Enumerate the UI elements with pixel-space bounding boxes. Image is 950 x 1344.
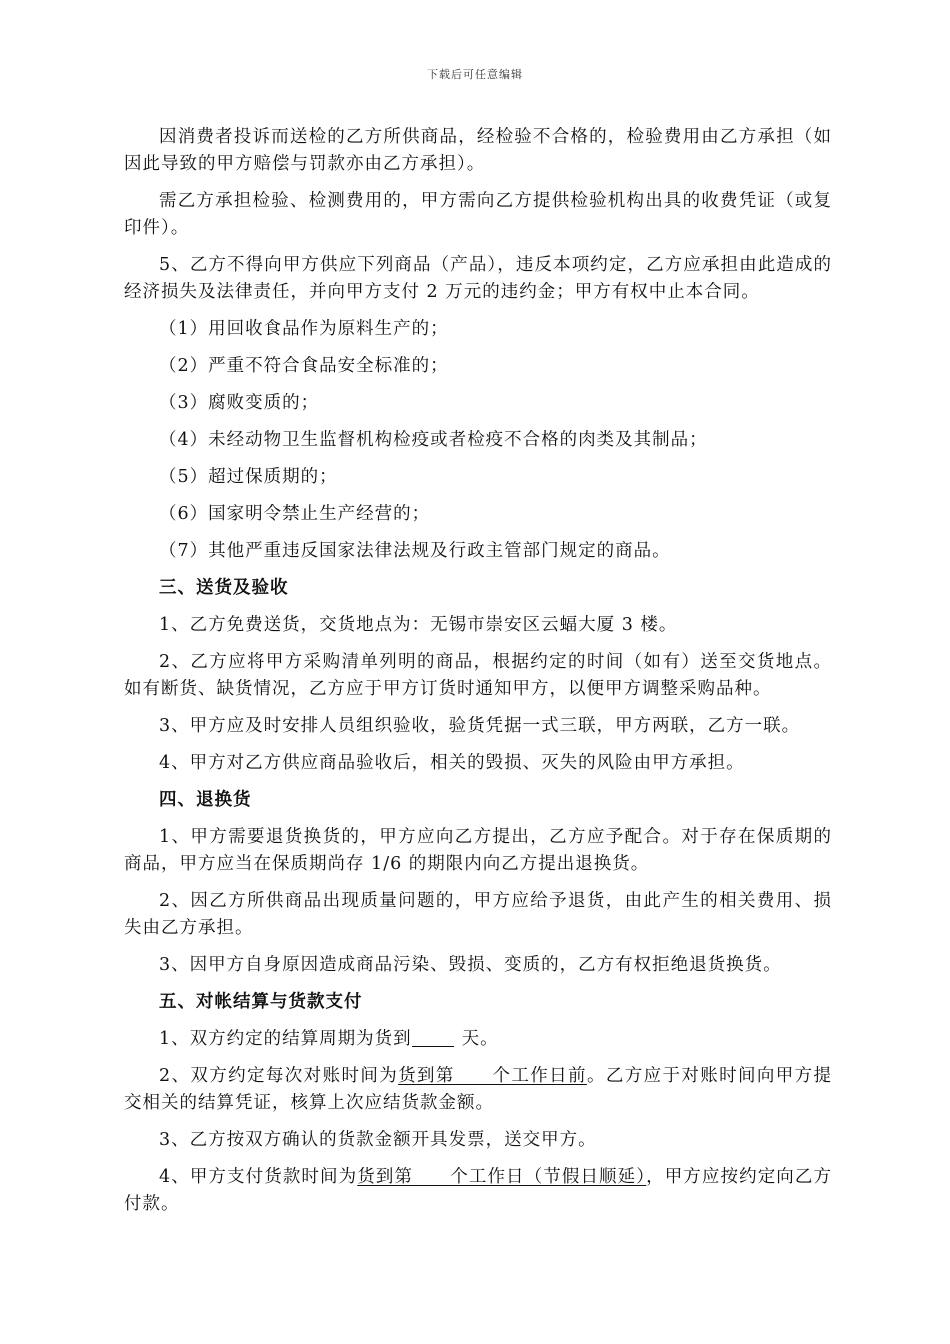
clause-returns-1: 1、甲方需要退货换货的，甲方应向乙方提出，乙方应予配合。对于存在保质期的商品，甲方应当在保质期尚存 1/6 的期限内向乙方提出退换货。 xyxy=(124,827,832,874)
clause-settlement-3: 3、乙方按双方确认的货款金额开具发票，送交甲方。 xyxy=(159,1130,597,1150)
clause-settlement-1 xyxy=(124,1026,832,1053)
clause-returns-2: 2、因乙方所供商品出现质量问题的，甲方应给予退货，由此产生的相关费用、损失由乙方承担。 xyxy=(124,891,832,938)
list-item: （1）用回收食品作为原料生产的； xyxy=(159,319,449,339)
clause-delivery-4: 4、甲方对乙方供应商品验收后，相关的毁损、灭失的风险由甲方承担。 xyxy=(159,753,745,773)
clause-returns-3: 3、因甲方自身原因造成商品污染、毁损、变质的，乙方有权拒绝退货换货。 xyxy=(159,955,782,975)
clause-settlement-2 xyxy=(124,1063,832,1117)
clause-settlement-2-underlined: 货到第 个工作日前 xyxy=(398,1066,587,1086)
clause-settlement-4-suffix: ，甲方应按约定向乙方付款。 xyxy=(124,1167,833,1214)
fill-in-blank xyxy=(412,1028,454,1047)
clause-delivery-1: 1、乙方免费送货，交货地点为：无锡市崇安区云蝠大厦 3 楼。 xyxy=(159,615,678,635)
list-item: （3）腐败变质的； xyxy=(159,393,320,413)
clause-delivery-3: 3、甲方应及时安排人员组织验收，验货凭据一式三联，甲方两联，乙方一联。 xyxy=(159,716,801,736)
section-heading-settlement: 五、对帐结算与货款支付 xyxy=(159,992,363,1012)
document-body xyxy=(124,124,832,1228)
list-item: （6）国家明令禁止生产经营的； xyxy=(159,504,431,524)
list-item: （5）超过保质期的； xyxy=(159,467,338,487)
clause-settlement-1-prefix: 1、双方约定的结算周期为货到 xyxy=(159,1029,412,1049)
paragraph-fee-voucher: 需乙方承担检验、检测费用的，甲方需向乙方提供检验机构出具的收费凭证（或复印件）。 xyxy=(124,191,832,238)
clause-settlement-2-prefix: 2、双方约定每次对账时间为 xyxy=(159,1066,399,1086)
list-item: （7）其他严重违反国家法律法规及行政主管部门规定的商品。 xyxy=(159,541,671,561)
section-heading-returns: 四、退换货 xyxy=(159,790,252,810)
clause-settlement-1-suffix: 天。 xyxy=(461,1029,499,1049)
list-item: （2）严重不符合食品安全标准的； xyxy=(159,356,449,376)
clause-settlement-2-suffix: 。乙方应于对账时间向甲方提交相关的结算凭证，核算上次应结货款金额。 xyxy=(124,1066,833,1113)
clause-settlement-4 xyxy=(124,1164,832,1218)
clause-delivery-2: 2、乙方应将甲方采购清单列明的商品，根据约定的时间（如有）送至交货地点。如有断货、缺货情况，乙方应于甲方订货时通知甲方，以便甲方调整采购品种。 xyxy=(124,652,832,699)
page-header-note: 下载后可任意编辑 xyxy=(427,68,523,81)
section-heading-delivery: 三、送货及验收 xyxy=(159,578,289,598)
clause-settlement-4-prefix: 4、甲方支付货款时间为 xyxy=(159,1167,358,1187)
clause-settlement-4-underlined: 货到第 个工作日（节假日顺延） xyxy=(357,1167,647,1187)
paragraph-inspection-fee: 因消费者投诉而送检的乙方所供商品，经检验不合格的，检验费用由乙方承担（如因此导致的甲方赔偿与罚款亦由乙方承担）。 xyxy=(124,127,832,174)
paragraph-prohibited-goods: 5、乙方不得向甲方供应下列商品（产品），违反本项约定，乙方应承担由此造成的经济损失及法律责任，并向甲方支付 2 万元的违约金；甲方有权中止本合同。 xyxy=(124,255,832,302)
list-item: （4）未经动物卫生监督机构检疫或者检疫不合格的肉类及其制品； xyxy=(159,430,708,450)
